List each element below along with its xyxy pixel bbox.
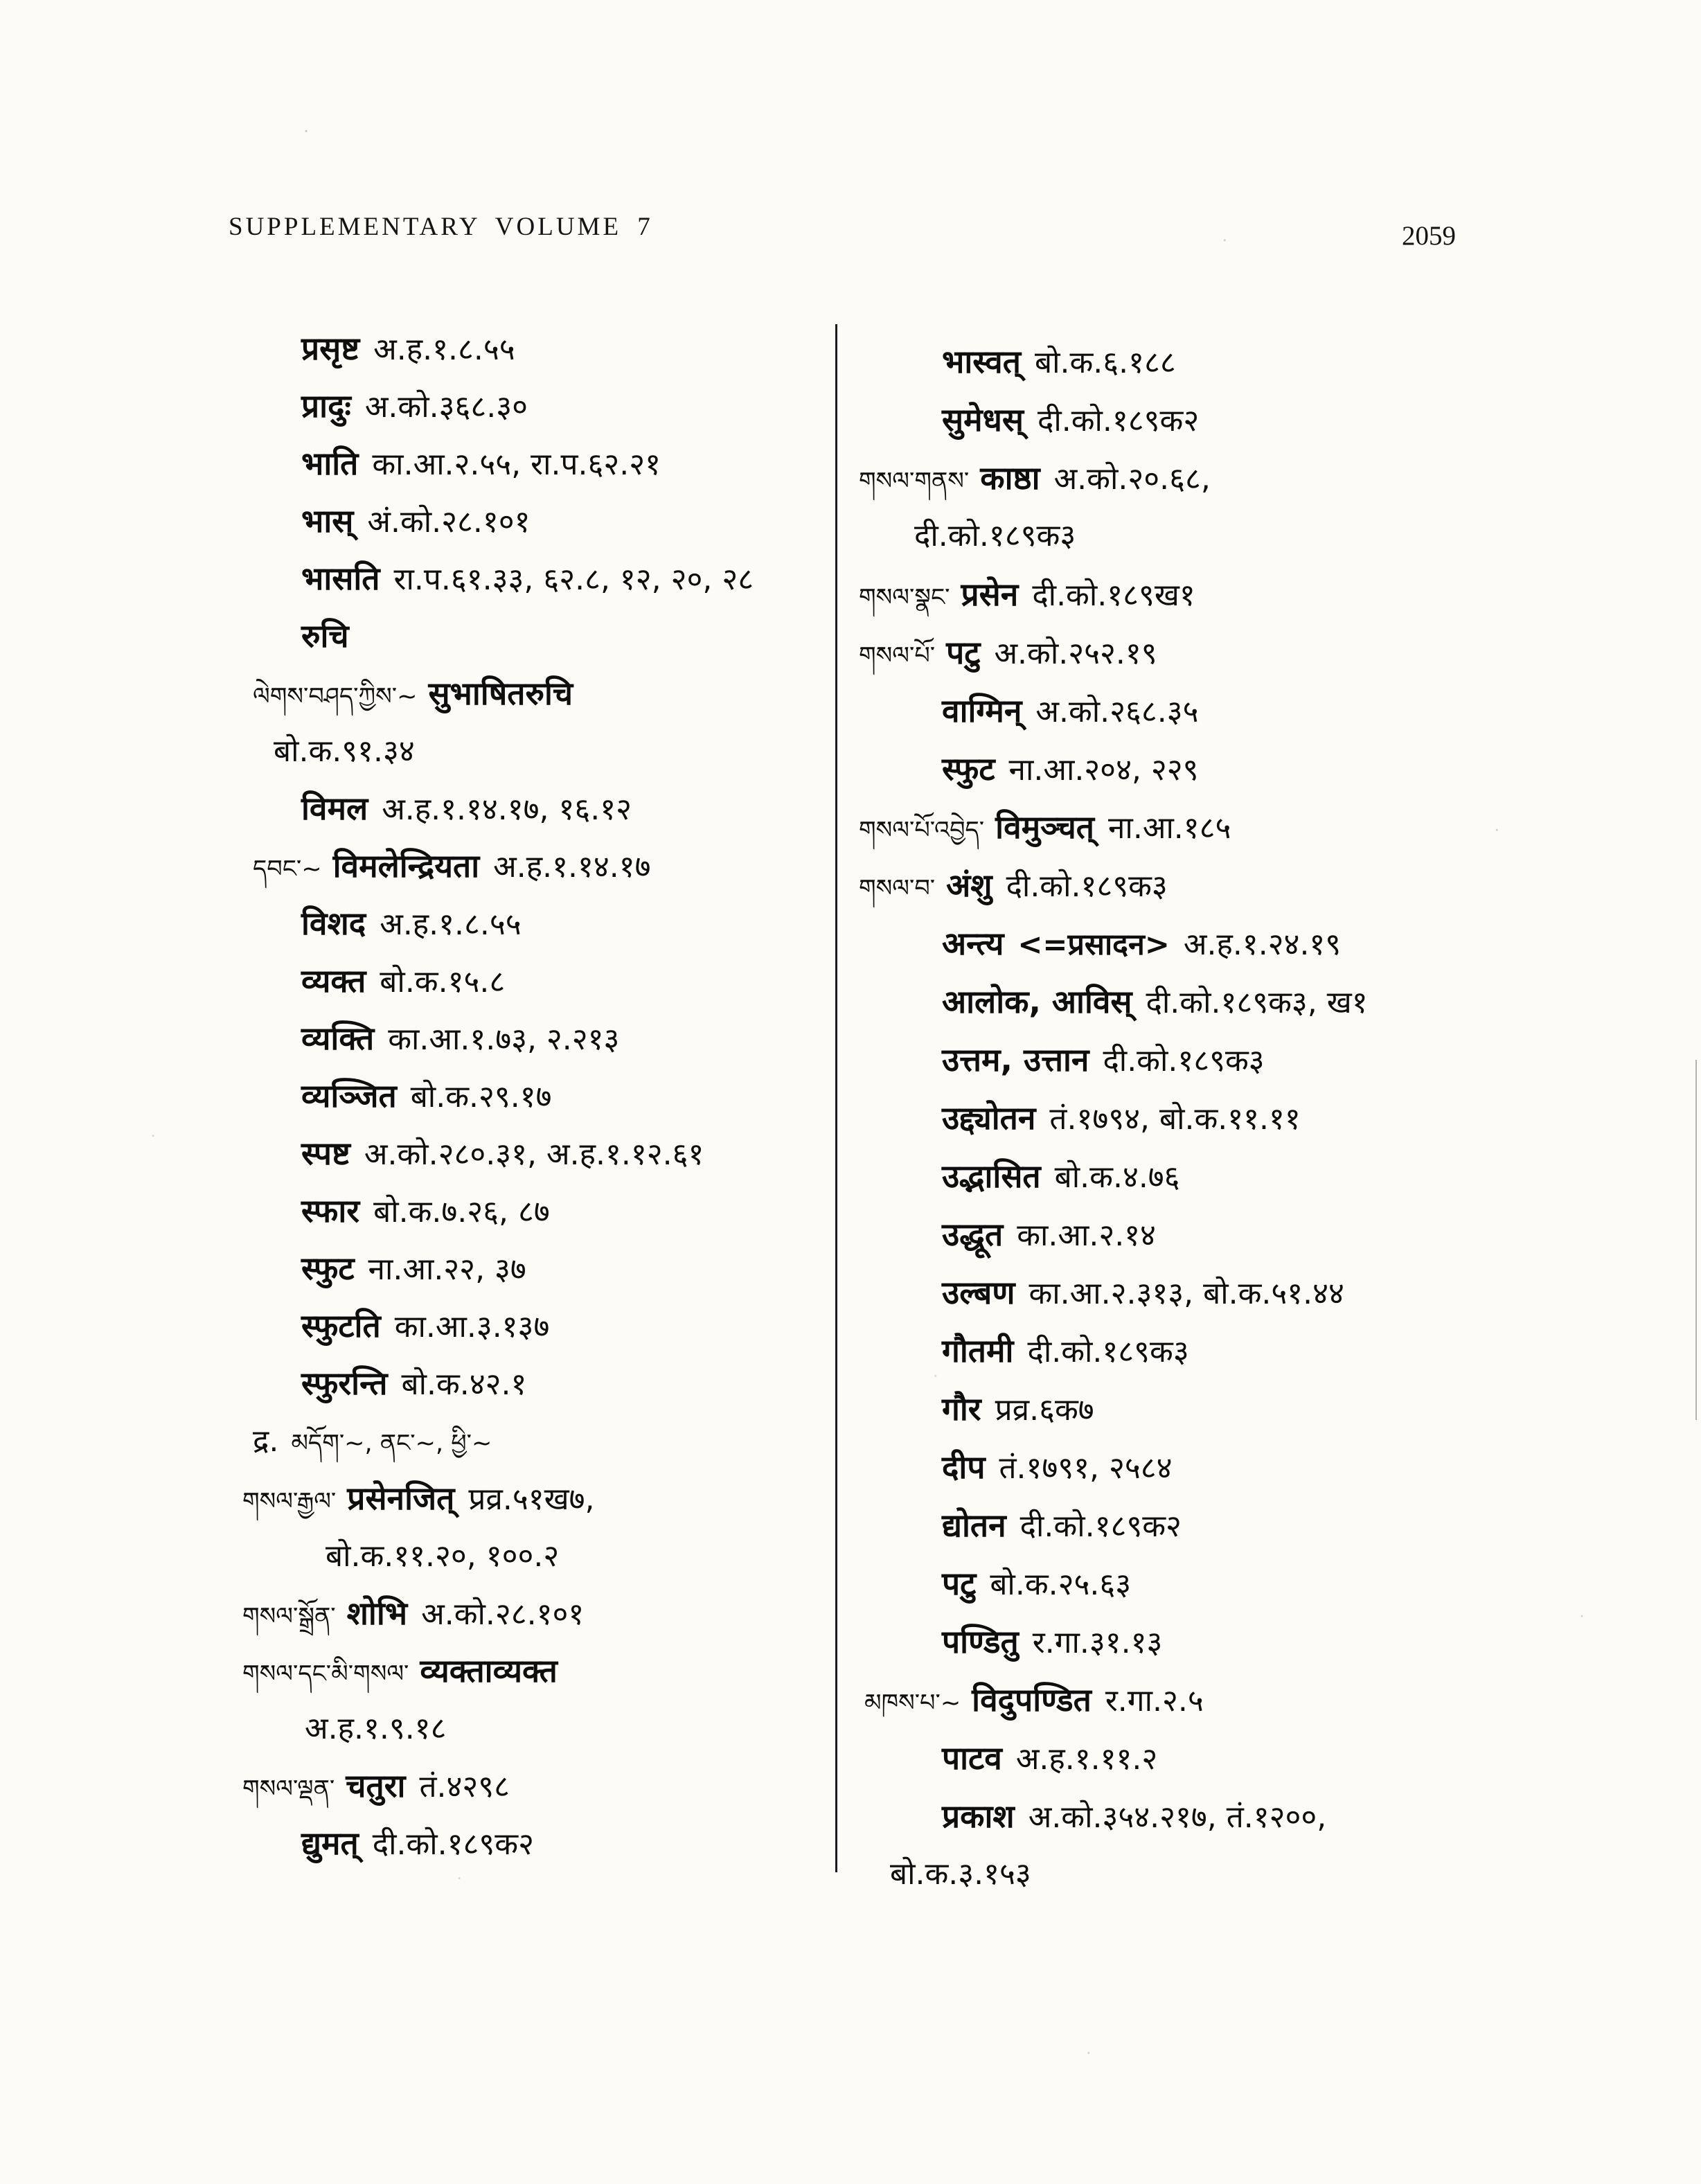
reference: अ.ह.१.८.५५ bbox=[373, 332, 515, 367]
tibetan-headword: ལེགས་བཤད་ཀྱིས་~ bbox=[253, 683, 418, 711]
headword: पटु bbox=[946, 634, 981, 671]
page-number: 2059 bbox=[1402, 221, 1456, 251]
reference: अ.को.२६८.३५ bbox=[1035, 694, 1199, 729]
entry-line bbox=[890, 1845, 1600, 1903]
headword: प्रकाश bbox=[942, 1797, 1015, 1835]
tibetan-headword: གསལ་རྒྱལ་ bbox=[242, 1488, 337, 1516]
headword: दीप bbox=[942, 1448, 986, 1486]
headword: विशद bbox=[301, 905, 366, 942]
headword: व्यञ्जित bbox=[301, 1077, 397, 1115]
reference: र.गा.२.५ bbox=[1105, 1683, 1204, 1719]
headword: पण्डितु bbox=[942, 1623, 1019, 1660]
reference: बो.क.७.२६, ८७ bbox=[373, 1194, 550, 1229]
entry-line bbox=[942, 1263, 1600, 1322]
entry-line bbox=[301, 1182, 835, 1240]
entry-line bbox=[942, 391, 1600, 449]
entry-line bbox=[942, 914, 1600, 973]
entry-line bbox=[942, 332, 1600, 391]
headword: व्यक्ति bbox=[301, 1020, 375, 1057]
entry-line bbox=[942, 1613, 1600, 1671]
entry-line bbox=[301, 1355, 835, 1412]
headword: गौतमी bbox=[942, 1332, 1014, 1369]
entry-line bbox=[301, 1297, 835, 1355]
reference: अ.ह.१.१४.१७, १६.१२ bbox=[382, 792, 632, 827]
headword: उद्धूत bbox=[942, 1216, 1004, 1253]
reference: का.आ.३.१३७ bbox=[394, 1309, 550, 1344]
reference: बो.क.४.७६ bbox=[1054, 1160, 1180, 1195]
reference: अ.को.३५४.२१७, तं.१२००, bbox=[1028, 1800, 1327, 1835]
gloss-note: <=प्रसादन> bbox=[1017, 927, 1170, 962]
headword: उद्द्योतन bbox=[942, 1099, 1036, 1137]
reference: दी.को.१८९क३ bbox=[1006, 869, 1168, 904]
reference: अ.ह.१.९.१८ bbox=[305, 1711, 447, 1746]
reference: अ.ह.१.२४.१९ bbox=[1183, 927, 1342, 962]
entry-line bbox=[942, 1554, 1600, 1613]
entry-line bbox=[859, 449, 1600, 507]
headword: रुचि bbox=[301, 617, 349, 655]
reference: ना.आ.१८५ bbox=[1108, 810, 1231, 846]
reference: बो.क.२९.१७ bbox=[410, 1079, 552, 1115]
tibetan-headword: མཁས་པ་~ bbox=[864, 1689, 961, 1717]
entry-line bbox=[942, 973, 1600, 1031]
entry-line bbox=[242, 1585, 835, 1642]
reference: तं.१७९१, २५८४ bbox=[999, 1450, 1173, 1486]
reference: अ.ह.१.११.२ bbox=[1015, 1741, 1158, 1777]
entry-line bbox=[942, 1322, 1600, 1380]
entry-line bbox=[942, 1089, 1600, 1147]
reference: बो.क.६.१८८ bbox=[1034, 345, 1176, 380]
entry-line bbox=[942, 1438, 1600, 1496]
reference: अ.को.२८.१०१ bbox=[421, 1597, 585, 1632]
headword: भासति bbox=[301, 560, 380, 597]
reference: ना.आ.२०४, २२९ bbox=[1008, 752, 1199, 788]
tibetan-headword: གསལ་སྣང་ bbox=[859, 584, 950, 612]
headword: विमुञ्चत् bbox=[995, 808, 1095, 846]
tibetan-headword: གསལ་པོ་ bbox=[859, 642, 936, 670]
entry-line bbox=[942, 1205, 1600, 1263]
headword: उल्बण bbox=[942, 1274, 1015, 1311]
headword: द्युमत् bbox=[301, 1825, 359, 1862]
headword: स्पष्ट bbox=[301, 1135, 350, 1172]
headword: स्फुट bbox=[942, 750, 995, 788]
headword: आलोक, आविस् bbox=[942, 983, 1132, 1020]
entry-line bbox=[942, 682, 1600, 740]
reference: तं.४२९८ bbox=[419, 1769, 510, 1804]
reference: बो.क.३.१५३ bbox=[890, 1856, 1031, 1892]
reference: अ.ह.१.१४.१७ bbox=[493, 849, 651, 885]
headword: सुमेधस् bbox=[942, 401, 1024, 438]
reference: रा.प.६१.३३, ६२.८, १२, २०, २८ bbox=[393, 562, 754, 597]
tibetan-headword: གསལ་སྒྲོན་ bbox=[242, 1603, 336, 1631]
headword: भास् bbox=[301, 502, 354, 540]
entry-line bbox=[301, 435, 835, 492]
tibetan-headword: གསལ་གནས་ bbox=[859, 468, 970, 495]
headword: प्रसेनजित् bbox=[347, 1480, 455, 1517]
headword: भास्वत् bbox=[942, 343, 1021, 380]
cross-reference-marker: द्र. bbox=[253, 1423, 279, 1459]
entry-line bbox=[274, 722, 835, 780]
reference: बो.क.४२.१ bbox=[401, 1367, 527, 1402]
entry-line bbox=[301, 952, 835, 1010]
entry-line bbox=[253, 837, 835, 895]
entry-line bbox=[301, 378, 835, 435]
headword: चतुरा bbox=[346, 1767, 406, 1804]
headword: विदुपण्डित bbox=[972, 1681, 1092, 1719]
tibetan-headword: གསལ་པོ་འབྱེད་ bbox=[859, 817, 985, 844]
reference: दी.को.१८९क३ bbox=[1027, 1334, 1189, 1369]
headword: काष्ठा bbox=[980, 459, 1040, 497]
headword: प्रसृष्ट bbox=[301, 330, 360, 367]
entry-line bbox=[301, 1010, 835, 1067]
reference: अ.को.२०.६८, bbox=[1053, 461, 1211, 497]
reference: बो.क.२५.६३ bbox=[990, 1567, 1132, 1602]
entry-line bbox=[301, 1815, 835, 1872]
reference: बो.क.११.२०, १००.२ bbox=[326, 1538, 560, 1574]
reference: अ.को.२५२.१९ bbox=[994, 636, 1157, 671]
headword: विमलेन्द्रियता bbox=[332, 847, 480, 885]
entry-line bbox=[859, 565, 1600, 623]
entry-line bbox=[301, 1125, 835, 1182]
headword: स्फुरन्ति bbox=[301, 1365, 388, 1402]
reference: बो.क.९१.३४ bbox=[274, 734, 415, 769]
headword: वाग्मिन् bbox=[942, 692, 1022, 729]
reference: दी.को.१८९क३, ख१ bbox=[1146, 985, 1368, 1020]
reference: का.आ.२.१४ bbox=[1017, 1218, 1156, 1253]
entry-line bbox=[914, 507, 1600, 565]
right-column bbox=[859, 332, 1600, 1903]
reference: प्रव्र.६क७ bbox=[995, 1392, 1094, 1428]
reference: अ.ह.१.८.५५ bbox=[380, 907, 522, 942]
headword: गौर bbox=[942, 1390, 981, 1428]
entry-line bbox=[305, 1700, 835, 1757]
entry-line bbox=[942, 1380, 1600, 1438]
reference: दी.को.१८९क३ bbox=[914, 518, 1076, 553]
headword: व्यक्त bbox=[301, 962, 366, 1000]
headword: पाटव bbox=[942, 1739, 1002, 1777]
reference: अं.को.२८.१०१ bbox=[367, 504, 531, 540]
reference: का.आ.२.५५, रा.प.६२.२१ bbox=[372, 447, 661, 482]
headword: उत्तम, उत्तान bbox=[942, 1041, 1089, 1078]
entry-line bbox=[301, 550, 835, 607]
reference: दी.को.१८९क२ bbox=[1037, 403, 1200, 438]
entry-line bbox=[301, 895, 835, 952]
entry-line bbox=[301, 1240, 835, 1297]
headword: प्रादुः bbox=[301, 387, 351, 425]
headword: व्यक्ताव्यक्त bbox=[420, 1652, 558, 1689]
headword: उद्भासित bbox=[942, 1157, 1041, 1195]
entry-line bbox=[301, 492, 835, 550]
headword: स्फार bbox=[301, 1192, 360, 1229]
entry-line bbox=[942, 1031, 1600, 1089]
entry-line bbox=[301, 780, 835, 837]
reference: दी.को.१८९क२ bbox=[372, 1827, 534, 1862]
entry-line bbox=[859, 856, 1600, 914]
tibetan-headword: དབང་~ bbox=[253, 855, 322, 883]
headword: विमल bbox=[301, 790, 368, 827]
reference: बो.क.१५.८ bbox=[380, 964, 506, 1000]
tibetan-headword: གསལ་ལྡན་ bbox=[242, 1775, 335, 1803]
headword: पटु bbox=[942, 1565, 977, 1602]
entry-line bbox=[301, 320, 835, 378]
reference: दी.को.१८९ख१ bbox=[1032, 578, 1195, 613]
entry-line bbox=[242, 1757, 835, 1815]
entry-line bbox=[942, 1729, 1600, 1787]
left-column bbox=[242, 320, 835, 1872]
entry-line bbox=[942, 1147, 1600, 1205]
reference: प्रव्र.५१ख७, bbox=[468, 1482, 595, 1517]
entry-line bbox=[301, 1067, 835, 1125]
entry-line bbox=[253, 1412, 835, 1470]
column-divider bbox=[835, 324, 837, 1872]
tibetan-headword: གསལ་བ་ bbox=[859, 875, 936, 903]
entry-line bbox=[942, 1787, 1600, 1845]
entry-line bbox=[326, 1527, 835, 1585]
entry-line bbox=[253, 665, 835, 722]
entry-line bbox=[864, 1671, 1600, 1729]
headword: अन्त्य bbox=[942, 925, 1004, 962]
reference: का.आ.१.७३, २.२१३ bbox=[388, 1022, 620, 1057]
volume-title: SUPPLEMENTARY VOLUME 7 bbox=[229, 213, 653, 241]
headword: प्रसेन bbox=[961, 576, 1019, 613]
tibetan-headword: མདོག་~, ནང་~, ཕྱི་~ bbox=[291, 1430, 492, 1457]
reference: ना.आ.२२, ३७ bbox=[368, 1252, 526, 1287]
entry-line bbox=[942, 740, 1600, 798]
tibetan-headword: གསལ་དང་མི་གསལ་ bbox=[242, 1660, 409, 1688]
reference: र.गा.३१.१३ bbox=[1032, 1625, 1163, 1660]
reference: दी.को.१८९क३ bbox=[1103, 1043, 1265, 1078]
headword: शोभि bbox=[346, 1595, 408, 1632]
headword: सुभाषितरुचि bbox=[428, 675, 573, 712]
headword: भाति bbox=[301, 445, 359, 482]
entry-line bbox=[242, 1470, 835, 1527]
headword: अंशु bbox=[946, 867, 992, 904]
reference: तं.१७९४, बो.क.११.११ bbox=[1049, 1101, 1301, 1137]
entry-line bbox=[942, 1496, 1600, 1554]
entry-line bbox=[859, 798, 1600, 856]
reference: अ.को.३६८.३० bbox=[364, 389, 528, 425]
entry-line bbox=[242, 1642, 835, 1700]
headword: स्फुटति bbox=[301, 1307, 381, 1344]
entry-line bbox=[301, 607, 835, 665]
reference: दी.को.१८९क२ bbox=[1019, 1509, 1182, 1544]
scan-artifact bbox=[1695, 1060, 1697, 1420]
entry-line bbox=[859, 623, 1600, 682]
headword: स्फुट bbox=[301, 1250, 355, 1287]
headword: द्योतन bbox=[942, 1507, 1006, 1544]
reference: का.आ.२.३१३, बो.क.५१.४४ bbox=[1028, 1276, 1344, 1311]
reference: अ.को.२८०.३१, अ.ह.१.१२.६१ bbox=[364, 1137, 704, 1172]
